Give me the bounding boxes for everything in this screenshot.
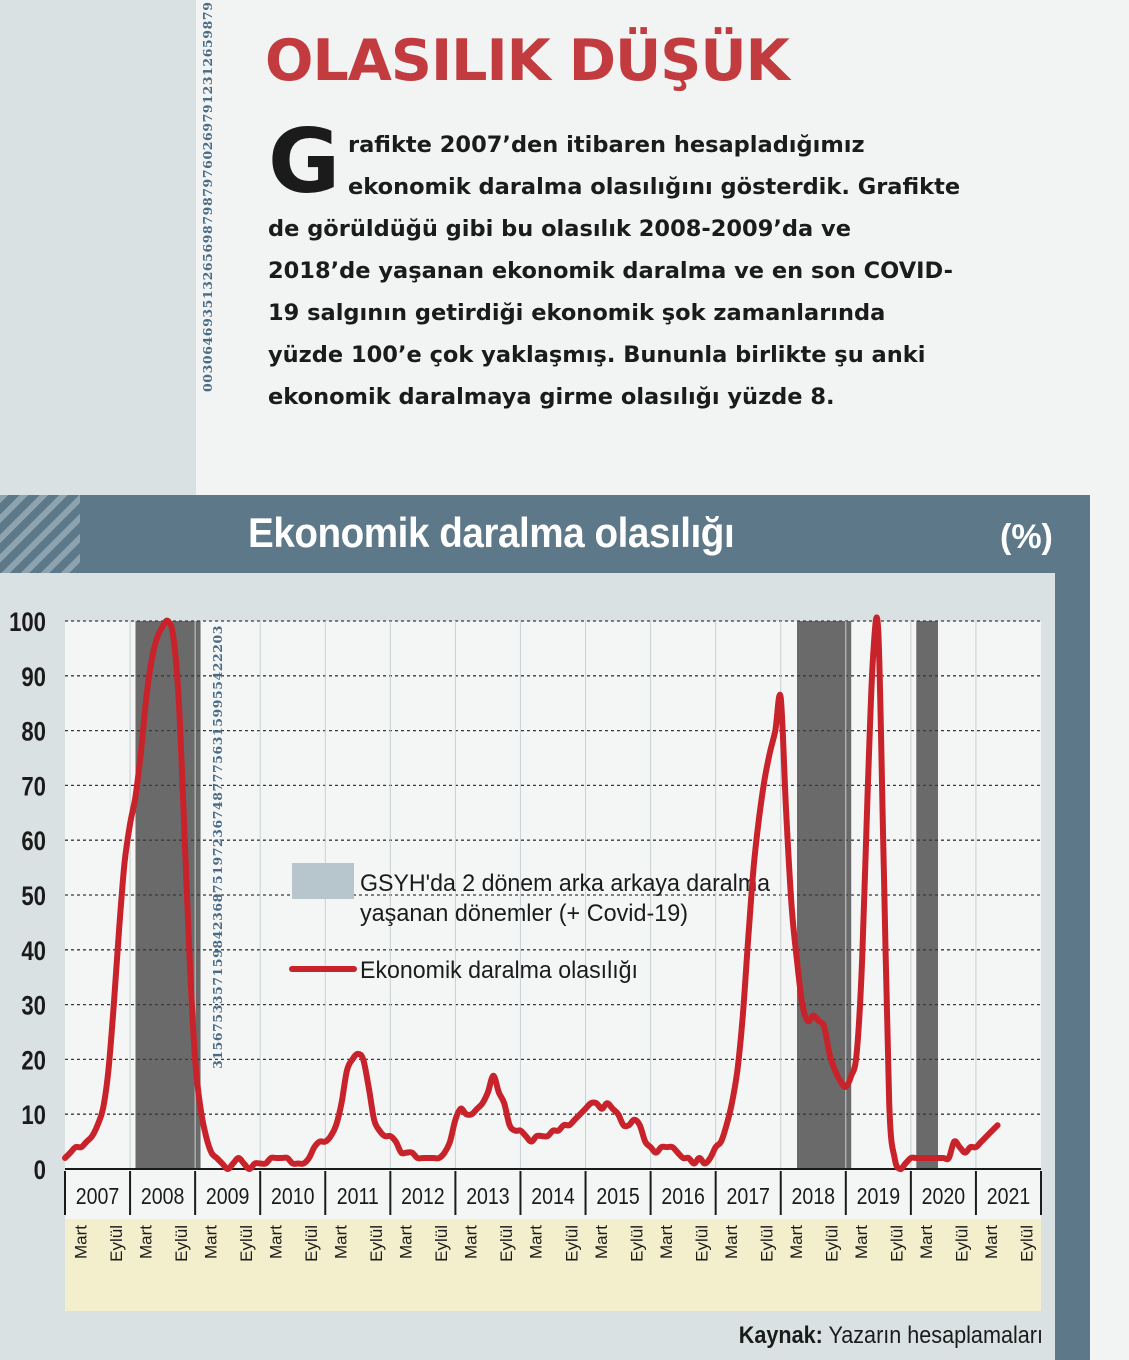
year-label: 2013 <box>466 1183 510 1210</box>
intro-line: yüzde 100’e çok yaklaşmış. Bununla birlikte şu anki <box>268 342 926 368</box>
half-year-label: Mart <box>71 1225 91 1259</box>
y-tick-label: 0 <box>33 1156 46 1186</box>
half-year-label: Eylül <box>367 1225 387 1262</box>
half-year-label: Eylül <box>302 1225 321 1262</box>
chart-title: Ekonomik daralma olasılığı <box>248 509 735 556</box>
half-year-label: Mart <box>331 1225 351 1259</box>
year-label: 2009 <box>205 1183 250 1210</box>
side-number-strip <box>198 0 228 495</box>
half-year-label: Mart <box>266 1225 286 1259</box>
legend-shaded-label-1: GSYH'da 2 dönem arka arkaya daralma <box>360 870 771 897</box>
source-note <box>739 1322 1043 1350</box>
year-label: 2011 <box>336 1183 379 1210</box>
y-tick-label: 40 <box>21 936 47 967</box>
side-number-text: 003064693513265698798797602697912312659879 <box>200 2 215 393</box>
y-tick-label: 20 <box>21 1046 47 1076</box>
legend-line-label: Ekonomik daralma olasılığı <box>360 957 638 984</box>
legend-shaded-label-2: yaşanan dönemler (+ Covid-19) <box>360 900 688 927</box>
half-year-label: Mart <box>136 1225 156 1259</box>
y-tick-label: 100 <box>9 608 47 638</box>
half-year-label: Eylül <box>952 1225 972 1262</box>
chart-unit: (%) <box>1000 518 1053 556</box>
half-year-label: Mart <box>526 1225 546 1259</box>
half-year-label: Mart <box>656 1225 676 1259</box>
half-year-label: Mart <box>396 1225 416 1259</box>
intro-paragraph <box>268 124 1098 418</box>
half-year-label: Mart <box>201 1225 221 1259</box>
half-year-label: Eylül <box>757 1225 777 1262</box>
half-year-label: Eylül <box>627 1225 647 1262</box>
legend-shaded-swatch <box>292 863 354 899</box>
year-label: 2017 <box>726 1183 770 1210</box>
year-label: 2010 <box>271 1183 315 1210</box>
y-tick-label: 10 <box>21 1101 47 1131</box>
half-year-label: Mart <box>917 1225 937 1259</box>
half-year-label: Eylül <box>822 1225 842 1262</box>
intro-line: 19 salgının getirdiği ekonomik şok zamanlarında <box>268 300 886 326</box>
source-label: Kaynak: <box>738 1322 823 1349</box>
half-year-label: Eylül <box>497 1225 517 1262</box>
half-year-label: Mart <box>591 1225 611 1259</box>
half-year-label: Mart <box>721 1225 741 1259</box>
year-label: 2014 <box>531 1183 575 1210</box>
decorative-stripes <box>0 495 80 575</box>
half-year-label: Mart <box>852 1225 872 1259</box>
chart-number-strip: 315675335715984236875197236748777563159955422203 <box>210 625 225 1069</box>
source-text: Yazarın hesaplamaları <box>828 1322 1043 1349</box>
year-label: 2016 <box>661 1183 705 1210</box>
intro-line: ekonomik daralmaya girme olasılığı yüzde 8. <box>268 384 835 410</box>
half-year-label: Mart <box>982 1225 1002 1259</box>
y-tick-label: 30 <box>21 991 47 1022</box>
year-label: 2021 <box>986 1183 1031 1210</box>
y-tick-label: 60 <box>21 827 47 857</box>
intro-line: rafikte 2007’den itibaren hesapladığımız <box>348 132 865 158</box>
y-tick-label: 90 <box>21 662 47 693</box>
intro-line: 2018’de yaşanan ekonomik daralma ve en son COVID- <box>268 258 953 284</box>
chart-svg <box>0 573 1055 1360</box>
half-year-label: Eylül <box>1017 1225 1037 1262</box>
half-year-label: Eylül <box>171 1225 191 1262</box>
half-year-label: Eylül <box>887 1225 907 1262</box>
intro-line: ekonomik daralma olasılığını gösterdik. Grafikte <box>348 174 961 200</box>
year-label: 2018 <box>791 1183 835 1210</box>
year-label: 2007 <box>75 1183 120 1210</box>
half-year-label: Eylül <box>106 1225 126 1262</box>
side-panel <box>0 0 196 495</box>
drop-cap: G <box>268 110 341 213</box>
y-tick-label: 80 <box>21 717 47 748</box>
y-tick-label: 70 <box>21 772 47 802</box>
half-year-label: Eylül <box>432 1225 452 1262</box>
intro-line: de görüldüğü gibi bu olasılık 2008-2009’da ve <box>268 216 851 242</box>
year-label: 2020 <box>921 1183 966 1210</box>
half-year-label: Eylül <box>236 1225 256 1262</box>
year-label: 2015 <box>596 1183 640 1210</box>
y-axis-ticks <box>9 608 46 1186</box>
x-axis <box>65 1169 1041 1311</box>
half-year-label: Mart <box>787 1225 806 1259</box>
half-year-label: Mart <box>461 1225 481 1259</box>
half-year-label: Eylül <box>562 1225 582 1262</box>
page-title: OLASILIK DÜŞÜK <box>265 28 789 94</box>
year-label: 2012 <box>401 1183 445 1210</box>
y-tick-label: 50 <box>21 882 47 912</box>
year-label: 2008 <box>140 1183 185 1210</box>
year-label: 2019 <box>856 1183 901 1210</box>
half-year-label: Eylül <box>692 1225 712 1262</box>
